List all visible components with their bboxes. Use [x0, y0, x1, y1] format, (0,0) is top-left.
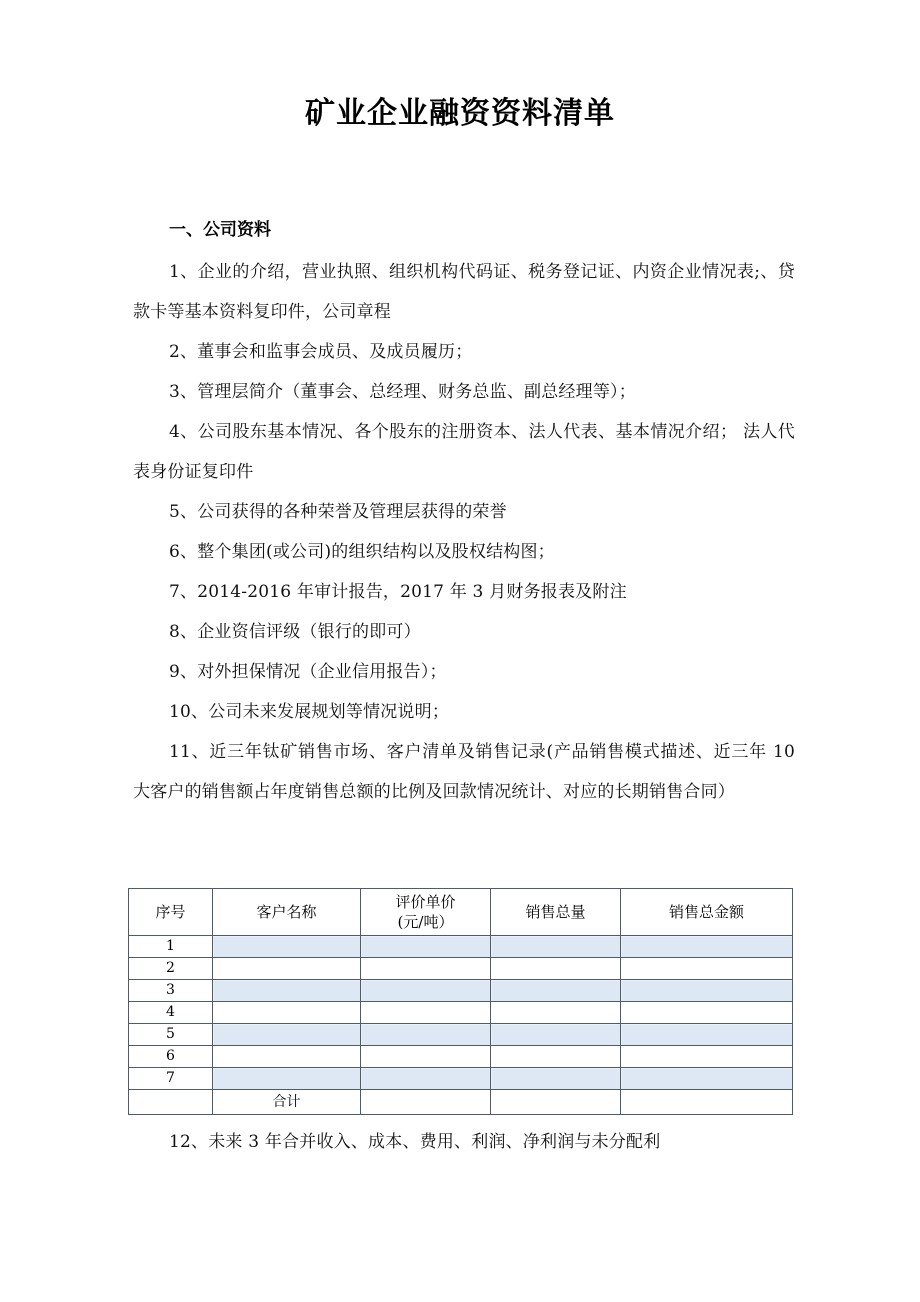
cell-customer[interactable]: [213, 936, 361, 958]
column-header-unit-price-line1: 评价单价: [395, 893, 456, 911]
cell-index: 1: [129, 936, 213, 958]
list-item-12: 12、未来 3 年合并收入、成本、费用、利润、净利润与未分配利: [169, 1132, 661, 1152]
cell-unit-price[interactable]: [361, 1024, 491, 1046]
cell-total-amount[interactable]: [621, 980, 793, 1002]
column-header-unit-price: [361, 889, 491, 936]
cell-index: 4: [129, 1002, 213, 1024]
cell-unit-price[interactable]: [361, 936, 491, 958]
cell-total-amount[interactable]: [621, 1024, 793, 1046]
cell-index: [129, 1090, 213, 1115]
table-row: [129, 1002, 793, 1024]
column-header-total-volume: 销售总量: [491, 889, 621, 936]
cell-total-volume[interactable]: [491, 1046, 621, 1068]
table-row: [129, 936, 793, 958]
list-item-4: 4、公司股东基本情况、各个股东的注册资本、法人代表、基本情况介绍； 法人代表身份证复印件: [133, 422, 795, 482]
column-header-unit-price-line2: (元/吨）: [397, 913, 454, 931]
table-row: [129, 958, 793, 980]
list-item-6: 6、整个集团(或公司)的组织结构以及股权结构图；: [169, 542, 555, 562]
cell-total-volume[interactable]: [491, 1002, 621, 1024]
cell-total-volume[interactable]: [491, 958, 621, 980]
cell-customer[interactable]: [213, 1024, 361, 1046]
section-heading-company-info: 一、公司资料: [169, 220, 271, 240]
cell-unit-price[interactable]: [361, 1002, 491, 1024]
cell-total-volume[interactable]: [491, 1090, 621, 1115]
table-row: [129, 1024, 793, 1046]
cell-unit-price[interactable]: [361, 1068, 491, 1090]
cell-total-amount[interactable]: [621, 958, 793, 980]
list-item-9: 9、对外担保情况（企业信用报告）；: [169, 662, 447, 682]
table-row: [129, 980, 793, 1002]
cell-index: 6: [129, 1046, 213, 1068]
cell-unit-price[interactable]: [361, 980, 491, 1002]
cell-customer[interactable]: [213, 1046, 361, 1068]
cell-customer[interactable]: [213, 958, 361, 980]
cell-customer[interactable]: [213, 1068, 361, 1090]
cell-total-amount[interactable]: [621, 1090, 793, 1115]
cell-customer[interactable]: [213, 1002, 361, 1024]
list-item-3: 3、管理层简介（董事会、总经理、财务总监、副总经理等）；: [169, 382, 636, 402]
list-item-5: 5、公司获得的各种荣誉及管理层获得的荣誉: [169, 502, 507, 522]
table-header: [129, 889, 793, 936]
sales-record-table: [128, 888, 793, 1115]
cell-total-volume[interactable]: [491, 936, 621, 958]
company-info-section: [133, 212, 795, 812]
cell-total-volume[interactable]: [491, 980, 621, 1002]
cell-total-amount[interactable]: [621, 1068, 793, 1090]
cell-total-label: 合计: [213, 1090, 361, 1115]
list-item-10: 10、公司未来发展规划等情况说明；: [169, 702, 450, 722]
cell-total-volume[interactable]: [491, 1068, 621, 1090]
cell-unit-price[interactable]: [361, 1046, 491, 1068]
cell-index: 7: [129, 1068, 213, 1090]
list-item-11: 11、近三年钛矿销售市场、客户清单及销售记录(产品销售模式描述、近三年 10 大客户的销售额占年度销售总额的比例及回款情况统计、对应的长期销售合同）: [133, 742, 795, 802]
table-row: [129, 1068, 793, 1090]
list-item-8: 8、企业资信评级（银行的即可）: [169, 622, 421, 642]
cell-total-amount[interactable]: [621, 1002, 793, 1024]
list-item-1: 1、企业的介绍，营业执照、组织机构代码证、税务登记证、内资企业情况表;、贷款卡等基本资料复印件，公司章程: [133, 262, 795, 322]
list-item-2: 2、董事会和监事会成员、及成员履历；: [169, 342, 473, 362]
list-item-7: 7、2014-2016 年审计报告，2017 年 3 月财务报表及附注: [169, 582, 627, 602]
cell-index: 5: [129, 1024, 213, 1046]
sales-record-table-container: [128, 888, 792, 1115]
cell-total-amount[interactable]: [621, 1046, 793, 1068]
cell-unit-price[interactable]: [361, 958, 491, 980]
column-header-index: 序号: [129, 889, 213, 936]
column-header-total-amount: 销售总金额: [621, 889, 793, 936]
cell-index: 2: [129, 958, 213, 980]
trailing-paragraph-block: [133, 1122, 795, 1162]
table-row: [129, 1046, 793, 1068]
table-total-row: [129, 1090, 793, 1115]
cell-customer[interactable]: [213, 980, 361, 1002]
cell-unit-price[interactable]: [361, 1090, 491, 1115]
table-header-row: [129, 889, 793, 936]
cell-total-volume[interactable]: [491, 1024, 621, 1046]
table-body: [129, 936, 793, 1115]
column-header-customer: 客户名称: [213, 889, 361, 936]
cell-total-amount[interactable]: [621, 936, 793, 958]
page-title: 矿业企业融资资料清单: [305, 96, 615, 132]
cell-index: 3: [129, 980, 213, 1002]
